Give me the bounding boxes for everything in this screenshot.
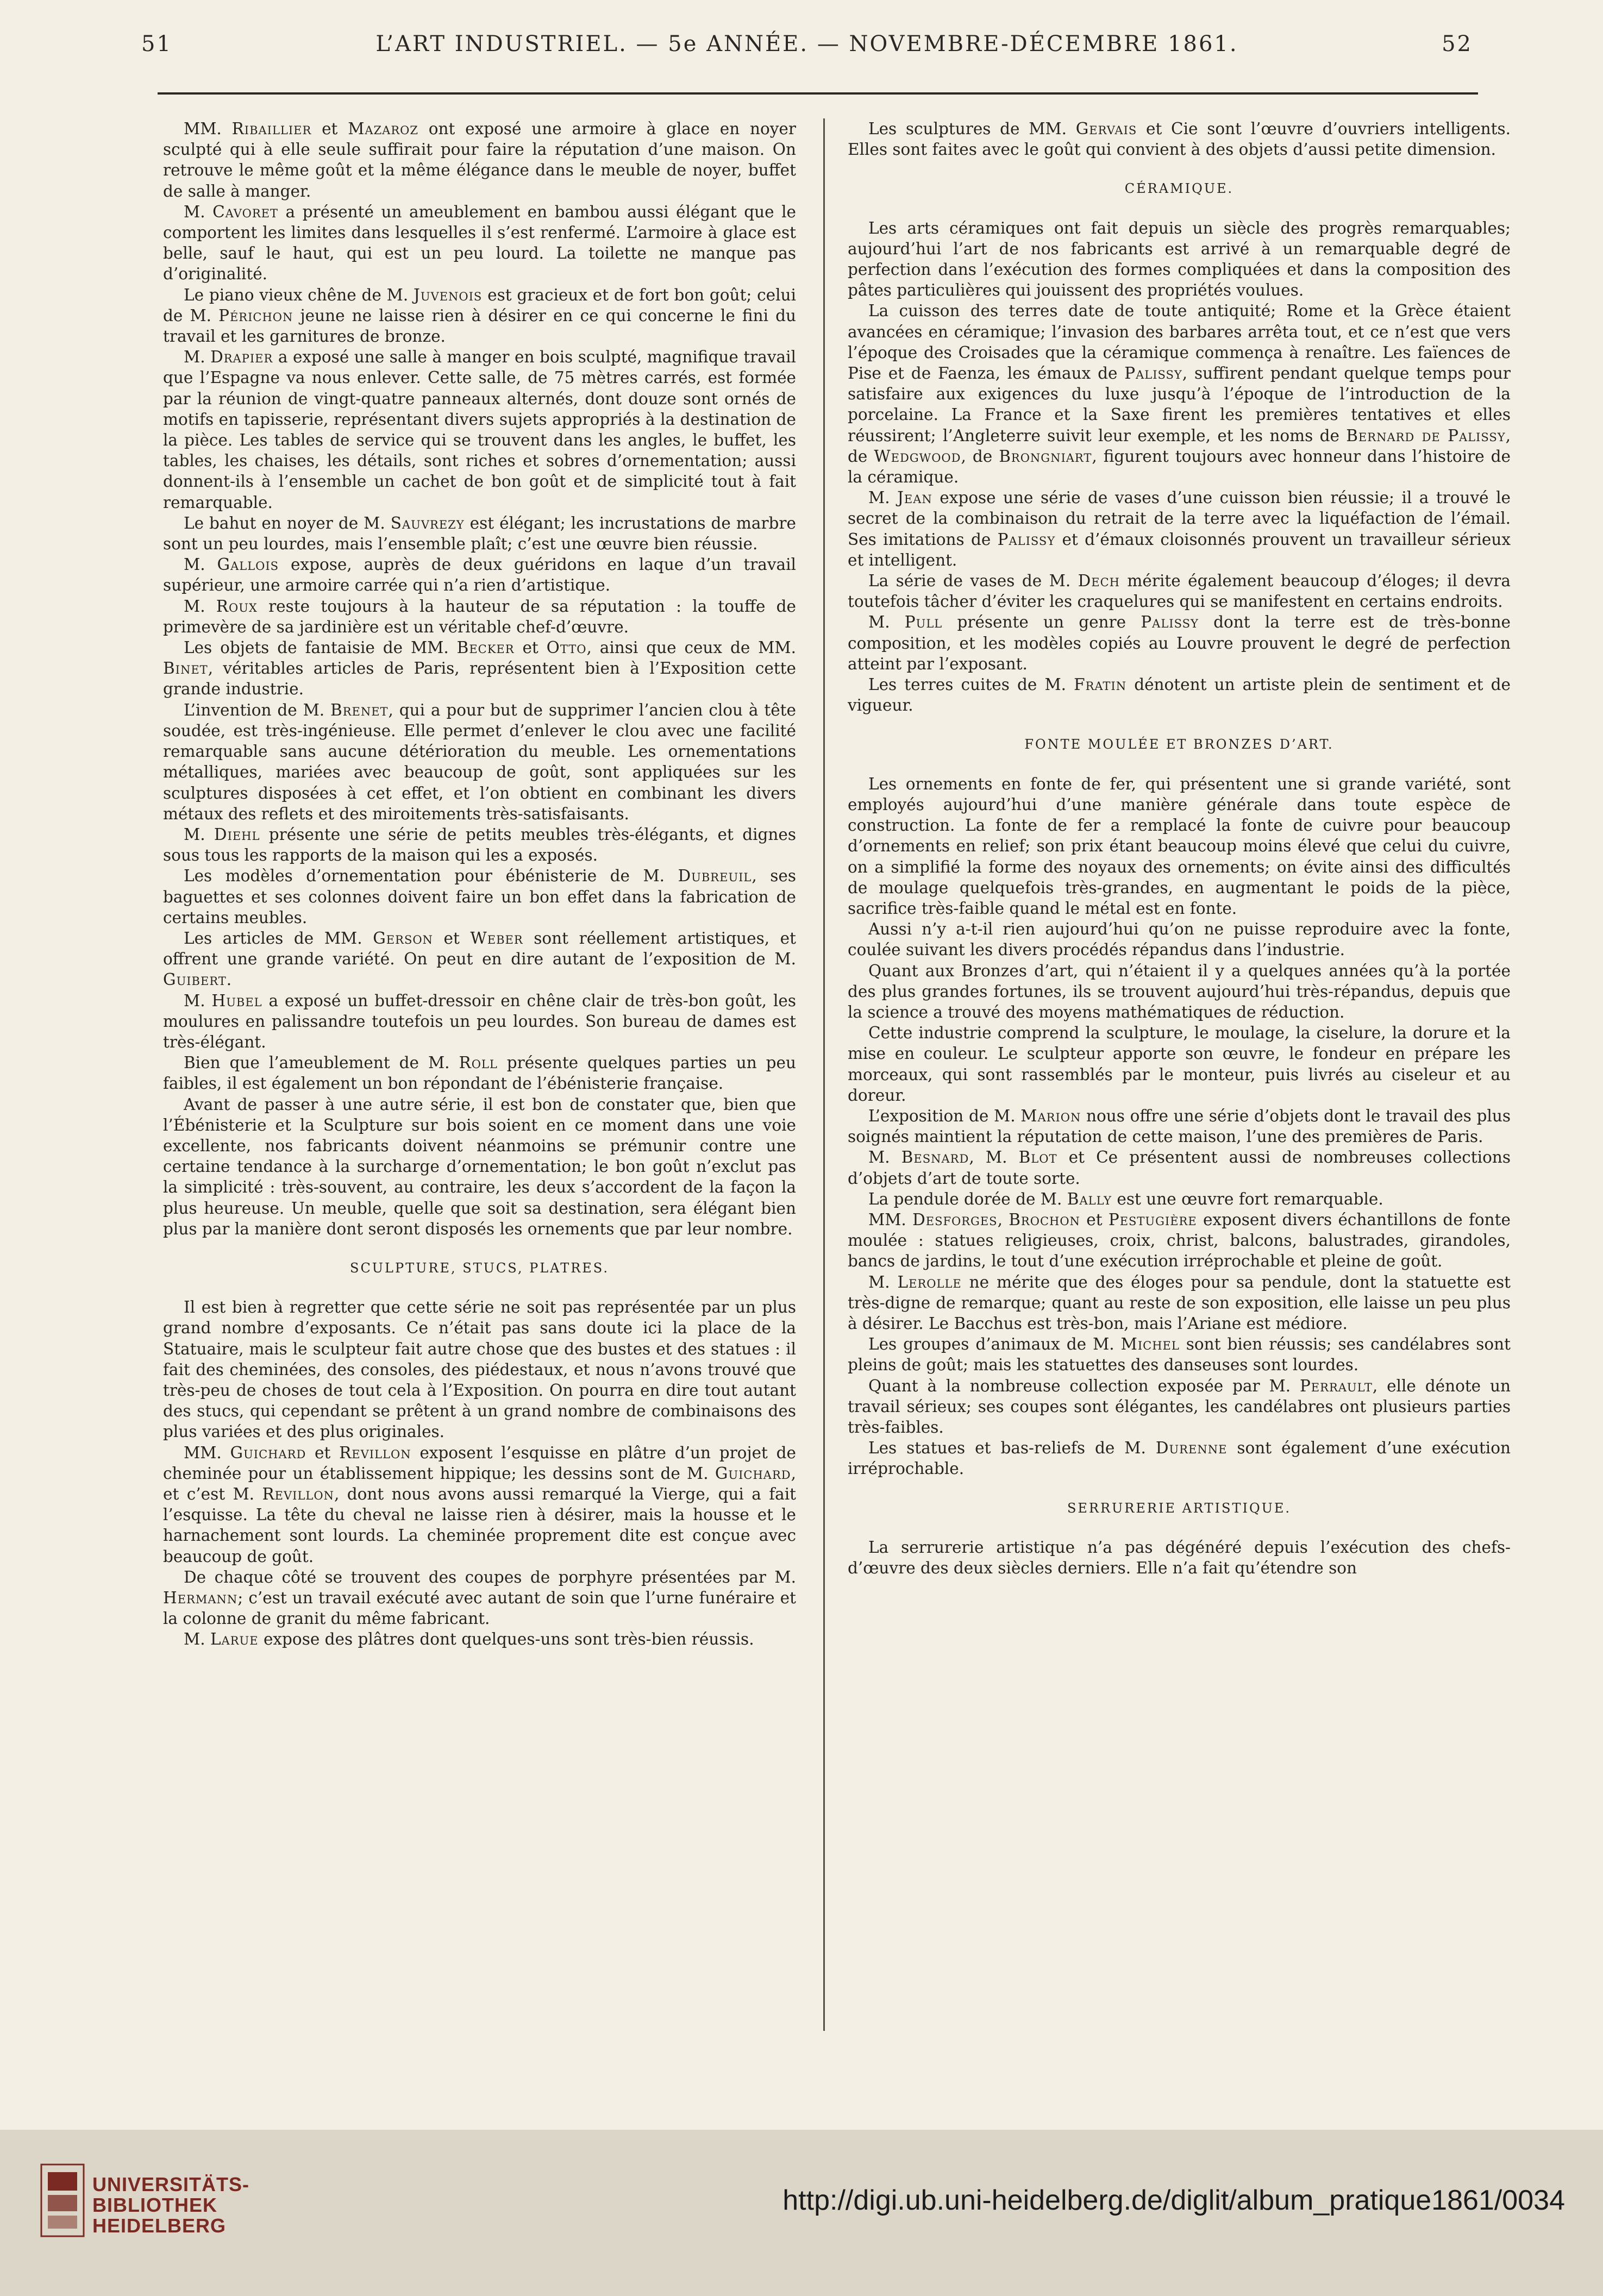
- paragraph: [848, 1189, 1511, 1209]
- exhibitor-name: Guichard: [715, 1464, 791, 1483]
- exhibitor-name: Roll: [459, 1053, 498, 1072]
- exhibitor-name: Palissy: [1124, 364, 1182, 383]
- page-number-right: 52: [1442, 32, 1473, 57]
- text-run: est gracieux et de fort bon goût; celui de M.: [163, 285, 796, 325]
- paragraph: [848, 1334, 1511, 1375]
- text-run: expose une série de vases d’une cuisson bien réussie; il a trouvé le secret de la combinaison du retrait de la terre avec la liquéfaction de l’émail. Ses imitations de: [848, 488, 1511, 549]
- text-run: M.: [868, 613, 905, 632]
- exhibitor-name: Roux: [216, 597, 258, 616]
- text-run: et: [514, 638, 547, 657]
- text-run: Les sculptures de MM.: [868, 120, 1076, 138]
- exhibitor-name: Otto: [546, 638, 587, 657]
- text-run: et Cie sont l’œuvre d’ouvriers intelligents. Elles sont faites avec le goût qui convient à des objets d’aussi petite dimension.: [848, 120, 1511, 159]
- text-run: , ainsi que ceux de MM.: [586, 638, 796, 657]
- text-run: M.: [184, 825, 214, 844]
- text-run: L’invention de M.: [184, 700, 331, 719]
- source-url-link[interactable]: http://digi.ub.uni-heidelberg.de/diglit/album_pratique1861/0034: [782, 2185, 1565, 2216]
- text-run: et Ce présentent aussi de nombreuses collections d’objets d’art de toute sorte.: [848, 1148, 1511, 1188]
- text-run: présente une série de petits meubles très-élégants, et dignes sous tous les rapports de la maison qui les a exposés.: [163, 825, 796, 865]
- exhibitor-name: Marion: [1020, 1106, 1081, 1125]
- text-run: MM.: [184, 120, 232, 138]
- paragraph: [848, 1106, 1511, 1147]
- section-heading: FONTE MOULÉE ET BRONZES D’ART.: [1024, 737, 1334, 752]
- paragraph: [848, 570, 1511, 612]
- paragraph: [848, 487, 1511, 570]
- text-run: , véritables articles de Paris, représentent bien à l’Exposition cette grande industrie.: [163, 659, 796, 699]
- text-run: Le piano vieux chêne de M.: [184, 285, 414, 304]
- text-run: M.: [868, 1148, 901, 1167]
- text-run: Quant à la nombreuse collection exposée par M.: [868, 1376, 1300, 1395]
- column-divider: [823, 118, 825, 2031]
- text-run: exposent divers échantillons de fonte moulée : statues religieuses, croix, christ, balcons, balustrades, girandoles, bancs de jardins, le tout d’une exécution irréprochable et pleine de goût.: [848, 1210, 1511, 1271]
- text-run: sont également d’une exécution irréprochable.: [848, 1439, 1511, 1478]
- text-run: sont bien réussis; ses candélabres sont pleins de goût; mais les statuettes des danseuses sont lourdes.: [848, 1335, 1511, 1375]
- exhibitor-name: Dech: [1078, 572, 1120, 591]
- exhibitor-name: Drapier: [210, 348, 273, 367]
- paragraph: [848, 1147, 1511, 1188]
- text-run: et: [433, 929, 471, 948]
- text-run: Les terres cuites de M.: [868, 675, 1074, 694]
- paragraph: [163, 347, 796, 513]
- exhibitor-name: Binet: [163, 659, 208, 678]
- text-run: mérite également beaucoup d’éloges; il devra toutefois tâcher d’éviter les craquelures qui se manifestent en certains endroits.: [848, 572, 1511, 611]
- exhibitor-name: Brochon: [1009, 1210, 1080, 1229]
- paragraph: [163, 596, 796, 637]
- text-run: dénotent un artiste plein de sentiment et de vigueur.: [848, 675, 1511, 715]
- text-run: exposent l’esquisse en plâtre d’un projet de cheminée pour un établissement hippique; les dessins sont de M.: [163, 1443, 796, 1483]
- text-run: , elle dénote un travail sérieux; ses coupes sont élégantes, les candélabres ont plusieurs parties très-faibles.: [848, 1376, 1511, 1436]
- paragraph: [848, 1022, 1511, 1106]
- exhibitor-name: Cavoret: [212, 202, 278, 221]
- running-header: [141, 32, 1473, 70]
- exhibitor-name: Revillon: [262, 1485, 334, 1503]
- exhibitor-name: Palissy: [997, 530, 1056, 549]
- text-run: ne mérite que des éloges pour sa pendule, dont la statuette est très-digne de remarque; quant au reste de son exposition, elle laisse un peu plus à désirer. Le Bacchus est très-bon, mais l’Ariane est médiore.: [848, 1272, 1511, 1333]
- exhibitor-name: Guichard: [230, 1443, 306, 1462]
- exhibitor-name: Durenne: [1155, 1439, 1228, 1458]
- text-run: dont la terre est de très-bonne composition, et les modèles copiés au Louvre prouvent le degré de perfection atteint par l’exposant.: [848, 613, 1511, 673]
- text-run: Les modèles d’ornementation pour ébénisterie de M.: [184, 867, 678, 886]
- paragraph: [848, 774, 1511, 919]
- paragraph: [163, 285, 796, 347]
- text-run: M.: [868, 488, 898, 507]
- exhibitor-name: Sauvrezy: [390, 513, 465, 532]
- exhibitor-name: Jean: [897, 488, 932, 507]
- text-run: MM.: [184, 1443, 230, 1462]
- digitization-footer: [0, 2130, 1603, 2296]
- paragraph: [848, 961, 1511, 1023]
- page-number-left: 51: [141, 32, 172, 57]
- text-run: Les ornements en fonte de fer, qui présentent une si grande variété, sont employés aujourd’hui d’une manière générale dans toute espèce de construction. La fonte de fer a remplacé la fonte de cuivre pour beaucoup d’ornements en relief; son prix étant beaucoup moins élevé que celui du cuivre, on a simplifié la forme des noyaux des ornements; on évite ainsi des difficultés de moulage quelquefois très-grandes, en augmentant le poids de la pièce, sacrifice très-faible quand le métal est en fonte.: [848, 774, 1511, 918]
- paragraph: [848, 1438, 1511, 1479]
- text-run: MM.: [868, 1210, 913, 1229]
- exhibitor-name: Fratin: [1074, 675, 1127, 694]
- text-run: présente quelques parties un peu faibles, il est également un bon répondant de l’ébénisterie française.: [163, 1053, 796, 1093]
- text-run: , ses baguettes et ses colonnes doivent faire un bon effet dans la fabrication de certains meubles.: [163, 867, 796, 927]
- exhibitor-name: Lerolle: [897, 1272, 962, 1291]
- paragraph: [163, 1297, 796, 1442]
- text-run: Les groupes d’animaux de M.: [868, 1335, 1121, 1354]
- paragraph: [163, 118, 796, 202]
- text-run: , dont nous avons aussi remarqué la Vierge, qui a fait l’esquisse. La tête du cheval ne laisse rien à désirer, mais la housse et le harnachement sont lourds. La cheminée proprement dite est conçue avec beaucoup de goût.: [163, 1485, 796, 1566]
- section-heading: SCULPTURE, STUCS, PLATRES.: [350, 1260, 609, 1276]
- text-run: ; c’est un travail exécuté avec autant de soin que l’urne funéraire et la colonne de granit du même fabricant.: [163, 1589, 796, 1628]
- text-run: et d’émaux cloisonnés prouvent un travailleur sérieux et intelligent.: [848, 530, 1511, 569]
- paragraph: [163, 637, 796, 700]
- text-run: , de: [848, 426, 1511, 466]
- text-run: M.: [184, 597, 216, 616]
- paragraph: [163, 1629, 796, 1649]
- paragraph: [848, 1537, 1511, 1578]
- exhibitor-name: Bally: [1067, 1189, 1112, 1208]
- paragraph: [163, 865, 796, 928]
- exhibitor-name: Périchon: [218, 306, 293, 325]
- text-run: est élégant; les incrustations de marbre sont un peu lourdes, mais l’ensemble plaît; c’est une œuvre bien réussie.: [163, 513, 796, 554]
- text-run: Bien que l’ameublement de M.: [184, 1053, 459, 1072]
- library-name: [92, 2174, 249, 2236]
- exhibitor-name: Hermann: [163, 1589, 238, 1608]
- text-run: expose des plâtres dont quelques-uns sont très-bien réussis.: [258, 1630, 754, 1649]
- exhibitor-name: Brongniart: [999, 447, 1092, 466]
- left-column: [163, 118, 796, 2031]
- exhibitor-name: Blot: [1018, 1148, 1057, 1167]
- paragraph: [163, 1567, 796, 1629]
- text-run: L’exposition de M.: [868, 1106, 1021, 1125]
- paragraph: [163, 928, 796, 990]
- text-run: reste toujours à la hauteur de sa réputation : la touffe de primevère de sa jardinière est un véritable chef-d’œuvre.: [163, 597, 796, 636]
- library-name-line: BIBLIOTHEK: [92, 2194, 217, 2216]
- text-run: La cuisson des terres date de toute antiquité; Rome et la Grèce étaient avancées en céramique; l’invasion des barbares arrêta tout, et ce n’est que vers l’époque des Croisades que la céramique commença à renaître. Les faïences de Pise et de Faenza, les émaux de: [848, 302, 1511, 383]
- text-run: , de: [961, 447, 999, 466]
- exhibitor-name: Gervais: [1075, 120, 1137, 138]
- exhibitor-name: Desforges: [912, 1210, 998, 1229]
- text-run: La pendule dorée de M.: [868, 1189, 1067, 1208]
- exhibitor-name: Diehl: [214, 825, 260, 844]
- paragraph: [848, 674, 1511, 716]
- text-run: M.: [184, 202, 213, 221]
- paragraph: [163, 990, 796, 1053]
- exhibitor-name: Hubel: [211, 991, 262, 1010]
- paragraph: [848, 1272, 1511, 1334]
- text-run: est une œuvre fort remarquable.: [1112, 1189, 1383, 1208]
- text-run: , et c’est M.: [163, 1464, 796, 1503]
- library-name-line: HEIDELBERG: [92, 2215, 227, 2237]
- exhibitor-name: Palissy: [1141, 613, 1199, 632]
- exhibitor-name: Larue: [210, 1630, 259, 1649]
- text-run: M.: [184, 348, 211, 367]
- text-run: nous offre une série d’objets dont le travail des plus soignés maintient la réputation de cette maison, l’une des premières de Paris.: [848, 1106, 1511, 1146]
- text-run: Les objets de fantaisie de MM.: [184, 638, 457, 657]
- exhibitor-name: Guibert: [163, 970, 227, 989]
- text-run: , qui a pour but de supprimer l’ancien clou à tête soudée, est très-ingénieuse. Elle permet d’enlever le clou avec une facilité remarquable sans aucune détérioration du meuble. Les ornementations métalliques, mariées avec beaucoup de goût, sont appliquées sur les sculptures disposées à cet effet, et l’on obtient en combinant les divers métaux des reflets et des miroitements très-satisfaisants.: [163, 700, 796, 823]
- text-run: , figurent toujours avec honneur dans l’histoire de la céramique.: [848, 447, 1511, 487]
- text-run: sont réellement artistiques, et offrent une grande variété. On peut en dire autant de l’exposition de M.: [163, 929, 796, 969]
- paragraph: [848, 118, 1511, 160]
- paragraph: [163, 1442, 796, 1567]
- text-run: ,: [997, 1210, 1009, 1229]
- text-run: Les arts céramiques ont fait depuis un siècle des progrès remarquables; aujourd’hui l’art de nos fabricants est arrivé à un remarquable degré de perfection dans l’exécution des formes compliquées et dans la composition des pâtes particulières qui jouissent des propriétés voulues.: [848, 218, 1511, 300]
- exhibitor-name: Pestugière: [1108, 1210, 1197, 1229]
- exhibitor-name: Perrault: [1299, 1376, 1373, 1395]
- right-column: [848, 118, 1511, 2031]
- exhibitor-name: Besnard: [901, 1148, 969, 1167]
- paragraph: [163, 700, 796, 824]
- text-run: a exposé un buffet-dressoir en chêne clair de très-bon goût, les moulures en palissandre toutefois un peu lourdes. Son bureau de dames est très-élégant.: [163, 991, 796, 1051]
- exhibitor-name: Mazaroz: [348, 120, 418, 138]
- text-run: jeune ne laisse rien à désirer en ce qui concerne le fini du travail et les garnitures de bronze.: [163, 306, 796, 346]
- exhibitor-name: Gerson: [373, 929, 433, 948]
- text-run: Aussi n’y a-t-il rien aujourd’hui qu’on ne puisse reproduire avec la fonte, coulée suivant les divers procédés répandus dans l’industrie.: [848, 920, 1511, 959]
- exhibitor-name: Juvenois: [414, 285, 483, 304]
- exhibitor-name: Pull: [904, 613, 943, 632]
- text-run: Les articles de MM.: [184, 929, 373, 948]
- paragraph: [163, 1052, 796, 1094]
- text-run: M.: [184, 555, 217, 574]
- exhibitor-name: Weber: [470, 929, 523, 948]
- university-seal-icon: [39, 2162, 86, 2238]
- paragraph: [848, 1376, 1511, 1438]
- text-run: M.: [184, 991, 212, 1010]
- text-run: Il est bien à regretter que cette série ne soit pas représentée par un plus grand nombre d’exposants. Ce n’était pas sans doute ici la place de la Statuaire, mais le sculpteur fait autre chose que des bustes et des statues : il fait des cheminées, des consoles, des piédestaux, et nous n’avons trouvé que très-peu de choses de tout cela à l’Exposition. On pourra en dire tout autant des stucs, qui cependant se prêtent à un grand nombre de combinaisons des plus variées et des plus originales.: [163, 1298, 796, 1441]
- header-rule: [158, 92, 1478, 95]
- text-run: ont exposé une armoire à glace en noyer sculpté qui à elle seule suffirait pour faire la réputation d’une maison. On retrouve le même goût et la même élégance dans le meuble de noyer, buffet de salle à manger.: [163, 120, 796, 200]
- library-name-line: UNIVERSITÄTS-: [92, 2173, 250, 2195]
- exhibitor-name: Gallois: [217, 555, 279, 574]
- exhibitor-name: Bernard de Palissy: [1346, 426, 1506, 445]
- paragraph: [163, 1094, 796, 1239]
- text-run: La serrurerie artistique n’a pas dégénéré depuis l’exécution des chefs-d’œuvre des deux siècles derniers. Elle n’a fait qu’étendre son: [848, 1538, 1511, 1577]
- exhibitor-name: Becker: [456, 638, 515, 657]
- journal-title: L’ART INDUSTRIEL. — 5e ANNÉE. — NOVEMBRE-DÉCEMBRE 1861.: [375, 32, 1238, 57]
- paragraph: [848, 300, 1511, 487]
- paragraph: [163, 513, 796, 554]
- text-run: a exposé une salle à manger en bois sculpté, magnifique travail que l’Espagne va nous enlever. Cette salle, de 75 mètres carrés, est formée par la réunion de vingt-quatre panneaux alternés, dont douze sont ornés de motifs en tapisserie, représentant divers sujets appropriés à la destination de la pièce. Les tables de service qui se trouvent dans les angles, le buffet, les tables, les chaises, les détails, sont riches et sobres d’ornementation; aussi donnent-ils à l’ensemble un cachet de bon goût et de simplicité tout à fait remarquable.: [163, 348, 796, 512]
- text-run: M.: [184, 1630, 210, 1649]
- text-run: Cette industrie comprend la sculpture, le moulage, la ciselure, la dorure et la mise en couleur. Le sculpteur apporte son œuvre, le fondeur en prépare les morceaux, qui sont rassemblés par le monteur, puis livrés au ciseleur et au doreur.: [848, 1024, 1511, 1105]
- text-run: .: [226, 970, 232, 989]
- text-run: Les statues et bas-reliefs de M.: [868, 1439, 1156, 1458]
- text-run: expose, auprès de deux guéridons en laque d’un travail supérieur, une armoire carrée qui n’a rien d’artistique.: [163, 555, 796, 595]
- exhibitor-name: Ribaillier: [231, 120, 312, 138]
- paragraph: [163, 824, 796, 865]
- paragraph: [163, 554, 796, 595]
- exhibitor-name: Brenet: [330, 700, 389, 719]
- text-run: et: [1080, 1210, 1109, 1229]
- text-run: La série de vases de M.: [868, 572, 1078, 591]
- text-run: De chaque côté se trouvent des coupes de porphyre présentées par M.: [184, 1567, 796, 1586]
- paragraph: [848, 612, 1511, 674]
- paragraph: [848, 1209, 1511, 1272]
- text-run: et: [311, 120, 348, 138]
- exhibitor-name: Dubreuil: [678, 867, 752, 886]
- exhibitor-name: Michel: [1120, 1335, 1180, 1354]
- text-run: , suffirent pendant quelque temps pour satisfaire aux exigences du luxe jusqu’à l’époque de l’introduction de la porcelaine. La France et la Saxe firent les premières tentatives et elles réussirent; l’Angleterre suivit leur exemple, et les noms de: [848, 364, 1511, 445]
- text-run: Le bahut en noyer de M.: [184, 513, 391, 532]
- section-heading: CÉRAMIQUE.: [1124, 181, 1234, 197]
- text-run: présente un genre: [942, 613, 1141, 632]
- text-run: Quant aux Bronzes d’art, qui n’étaient il y a quelques années qu’à la portée des plus grandes fortunes, ils se trouvent aujourd’hui très-répandus, depuis que la science a trouvé des moyens mathématiques de réduction.: [848, 961, 1511, 1021]
- section-heading: SERRURERIE ARTISTIQUE.: [1067, 1500, 1292, 1516]
- exhibitor-name: Revillon: [339, 1443, 411, 1462]
- paragraph: [163, 202, 796, 285]
- paragraph: [848, 218, 1511, 301]
- paragraph: [848, 919, 1511, 960]
- text-run: M.: [868, 1272, 898, 1291]
- exhibitor-name: Wedgwood: [874, 447, 961, 466]
- text-run: a présenté un ameublement en bambou aussi élégant que le comportent les limites dans lesquelles il s’est renfermé. L’armoire à glace est belle, sauf le haut, qui est un peu lourd. La toilette ne manque pas d’originalité.: [163, 202, 796, 284]
- text-run: Avant de passer à une autre série, il est bon de constater que, bien que l’Ébénisterie et la Sculpture sur bois soient en ce moment dans une voie excellente, nos fabricants doivent néanmoins se prémunir contre une certaine tendance à la surcharge d’ornementation; le bon goût n’exclut pas la simplicité : très-souvent, au contraire, les deux s’accordent de la façon la plus heureuse. Un meuble, quelle que soit sa destination, sera élégant bien plus par la manière dont seront disposés les ornements que par leur nombre.: [163, 1095, 796, 1238]
- text-run: , M.: [969, 1148, 1019, 1167]
- text-run: et: [306, 1443, 340, 1462]
